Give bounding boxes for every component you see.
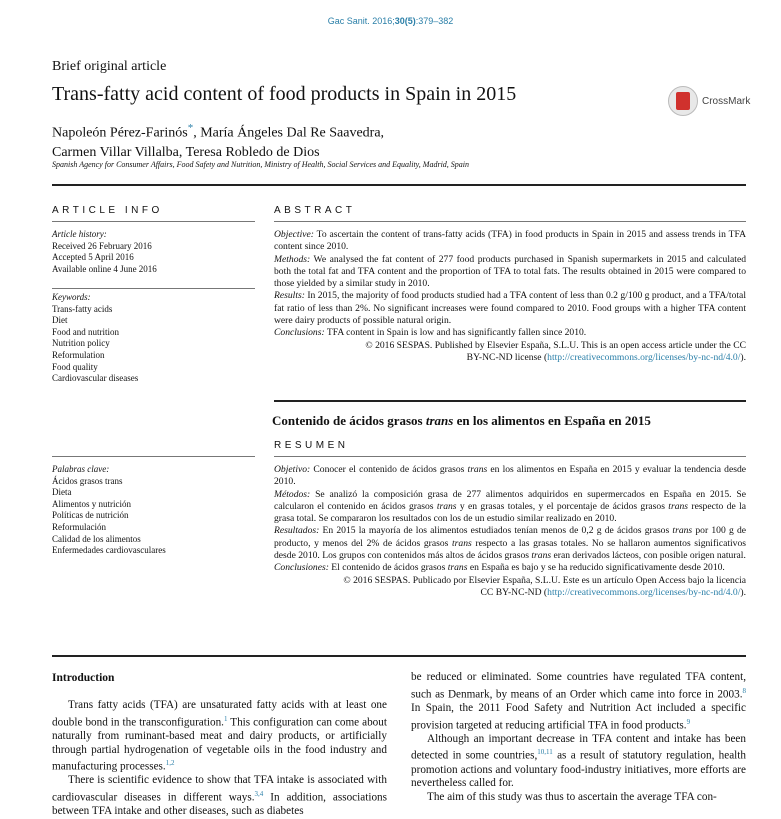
abstract-methods: We analysed the fat content of 277 food products purchased in Spanish supermarkets in 2015 and calculated both the total fat and TFA content and the proportion of TFA to total fats. The results obtained in 2015 were compared to those yielded by a similar study in 2010. — [274, 253, 746, 290]
resumen-license-pre: CC BY-NC-ND ( — [480, 586, 548, 598]
palabra-item: Calidad de los alimentos — [52, 533, 141, 544]
history-accepted: Accepted 5 April 2016 — [52, 252, 134, 263]
history-label: Article history: — [52, 229, 107, 239]
journal-prefix: Gac Sanit. 2016; — [327, 16, 395, 26]
abstract-results: In 2015, the majority of food products studied had a TFA content of less than 0.2 g/100 g product, and a TFA/total fat ratio of less than 2%. No significant increases were found compared to 2010. Food groups with a higher TFA content were dairy products of possible natural origin. — [274, 290, 746, 327]
resumen-license-line2 — [274, 587, 746, 599]
crossmark-label: CrossMark — [702, 95, 751, 107]
article-type: Brief original article — [52, 59, 167, 74]
authors-line2: Carmen Villar Villalba, Teresa Robledo de Dios — [52, 144, 320, 160]
palabra-item: Alimentos y nutrición — [52, 498, 131, 509]
keyword-item: Nutrition policy — [52, 338, 110, 349]
right-p1-a: be reduced or eliminated. Some countries have regulated TFA content, such as Denmark, by means of an Order which came into force in 2003. — [411, 671, 746, 701]
abstract-rule — [274, 221, 746, 222]
palabra-item: Enfermedades cardiovasculares — [52, 545, 166, 556]
resumen-title — [272, 413, 651, 429]
journal-volume: 30(5) — [394, 16, 416, 26]
palabra-item: Reformulación — [52, 521, 106, 532]
palabras-label: Palabras clave: — [52, 464, 110, 474]
resumen-title-em: trans — [425, 413, 454, 428]
body-top-rule — [52, 655, 746, 657]
abstract-license-line2 — [274, 352, 746, 364]
resumen-objetivo-b: en los alimentos en España en 2015 y evaluar la tendencia desde 2010. — [274, 464, 747, 488]
left-p2-a: There is scientific evidence to show that TFA intake is associated with cardiovascular diseases in different ways. — [52, 774, 387, 804]
keywords-rule — [52, 288, 255, 289]
article-title: Trans-fatty acid content of food products in Spain in 2015 — [52, 83, 517, 105]
abstract-body — [274, 229, 746, 364]
header-rule — [52, 184, 746, 186]
resumen-body — [274, 464, 746, 599]
palabra-item: Políticas de nutrición — [52, 510, 129, 521]
resumen-title-pre: Contenido de ácidos grasos — [272, 413, 426, 428]
resumen-license-post: ). — [740, 586, 746, 598]
keyword-item: Food quality — [52, 361, 98, 372]
abstract-license-pre: BY-NC-ND license ( — [466, 351, 548, 363]
ref-link[interactable]: 8 — [742, 686, 746, 695]
resumen-objetivo-em: trans — [467, 464, 488, 475]
resumen-resultados-em3: trans — [531, 550, 552, 562]
resumen-rule — [274, 456, 746, 457]
intro-heading: Introduction — [52, 672, 115, 684]
resumen-conclusiones-label: Conclusiones: — [274, 562, 329, 574]
abstract-conclusions-label: Conclusions: — [274, 327, 325, 339]
body-left-column — [52, 699, 387, 819]
resumen-top-rule — [274, 400, 746, 402]
ref-link[interactable]: 10,11 — [537, 748, 553, 757]
history-online: Available online 4 June 2016 — [52, 263, 157, 274]
resumen-resultados-em2: trans — [452, 537, 472, 549]
history-received: Received 26 February 2016 — [52, 240, 152, 251]
keyword-item: Food and nutrition — [52, 326, 119, 337]
right-p2-a: Although an important decrease in TFA content and intake has been detected in some countries, — [411, 732, 746, 763]
resumen-resultados-b: por 100 g de producto, y menos del 2% de ácidos grasos — [274, 525, 746, 549]
journal-citation[interactable] — [0, 16, 781, 26]
crossmark-badge[interactable] — [668, 86, 750, 116]
resumen-metodos-label: Métodos: — [274, 488, 311, 500]
resumen-title-post: en los alimentos en España en 2015 — [453, 413, 651, 428]
right-p3: The aim of this study was thus to ascertain the average TFA con- — [427, 790, 717, 803]
abstract-conclusions: TFA content in Spain is low and has significantly fallen since 2010. — [324, 327, 587, 339]
resumen-license-line1: © 2016 SESPAS. Publicado por Elsevier España, S.L.U. Este es un artículo Open Access bajo la licencia — [343, 574, 746, 586]
journal-pages: :379–382 — [415, 16, 454, 26]
abstract-heading: ABSTRACT — [274, 205, 356, 216]
resumen-metodos-em2: trans — [668, 500, 689, 512]
palabra-item: Dieta — [52, 487, 72, 498]
keywords-label: Keywords: — [52, 292, 91, 302]
resumen-objetivo-a: Conocer el contenido de ácidos grasos — [310, 464, 468, 475]
ref-link[interactable]: 1 — [223, 714, 228, 723]
abstract-methods-label: Methods: — [274, 253, 311, 265]
ref-link[interactable]: 3,4 — [254, 790, 264, 799]
left-p1-a: Trans fatty acids (TFA) are unsaturated fatty acids with at least one double bond in the transconfiguration. — [52, 699, 387, 729]
abstract-results-label: Results: — [274, 290, 305, 302]
resumen-conclusiones-b: en España es bajo y se ha reducido significativamente desde 2010. — [467, 562, 725, 574]
corresponding-author-mark[interactable]: * — [187, 122, 194, 134]
palabra-item: Ácidos grasos trans — [52, 475, 123, 486]
article-history — [52, 229, 157, 275]
keyword-item: Cardiovascular diseases — [52, 373, 139, 384]
abstract-license-link[interactable]: http://creativecommons.org/licenses/by-nc-nd/4.0/ — [547, 351, 741, 363]
palabras-rule — [52, 456, 255, 457]
resumen-metodos-b: y en grasas totales, y el porcentaje de ácidos grasos — [456, 500, 669, 512]
resumen-metodos-c: respecto de la grasa total. Se compararon los resultados con los de un estudio similar realizado en 2010. — [274, 500, 746, 525]
abstract-objective-label: Objective: — [274, 229, 314, 240]
body-right-column — [411, 671, 746, 805]
authors-line1-b: , María Ángeles Dal Re Saavedra, — [193, 125, 385, 141]
keyword-item: Reformulation — [52, 349, 105, 360]
resumen-resultados-em1: trans — [672, 525, 693, 537]
keyword-item: Trans-fatty acids — [52, 303, 113, 314]
resumen-resultados-c: respecto a las grasas totales. No se hallaron aumentos significativos desde 2010. Los grupos con contenidos más altos de ácidos grasos — [274, 537, 746, 562]
left-p1-b: This configuration can come about naturally from ruminant-based meat and dairy products, or artificially through partial hydrogenation of vegetable oils in the food industry and manufacturing processes. — [52, 716, 387, 773]
resumen-heading: RESUMEN — [274, 440, 349, 451]
author-list — [52, 119, 384, 162]
resumen-resultados-label: Resultados: — [274, 525, 320, 537]
authors-line1-a: Napoleón Pérez-Farinós — [52, 125, 188, 141]
article-info-heading: ARTICLE INFO — [52, 205, 163, 216]
abstract-license-line1: © 2016 SESPAS. Published by Elsevier España, S.L.U. This is an open access article under the CC — [365, 339, 746, 351]
resumen-metodos-em1: trans — [436, 500, 457, 512]
resumen-objetivo-label: Objetivo: — [274, 464, 311, 475]
resumen-metodos-a: Se analizó la composición grasa de 277 alimentos adquiridos en supermercados en España en 2015. Se calcularon el contenido en ácidos grasos — [274, 488, 746, 512]
article-info-rule — [52, 221, 255, 222]
resumen-resultados-a: En 2015 la mayoría de los alimentos estudiados tenían menos de 0,2 g de ácidos grasos — [319, 525, 673, 537]
resumen-conclusiones-em: trans — [447, 562, 468, 574]
right-p2-b: as a result of statutory regulation, health promotion actions and voluntary food-industry initiatives, more efforts are nevertheless called for. — [411, 750, 746, 790]
abstract-objective: To ascertain the content of trans-fatty acids (TFA) in food products in Spain in 2015 and assess trends in TFA content since 2010. — [274, 229, 746, 253]
resumen-conclusiones-a: El contenido de ácidos grasos — [328, 562, 448, 574]
right-p1-b: In Spain, the 2011 Food Safety and Nutrition Act included a specific provision targeted at reducing artificial TFA in food products. — [411, 701, 746, 732]
left-p2-b: In addition, associations between TFA intake and other diseases, such as diabetes — [52, 791, 387, 818]
resumen-resultados-d: eran derivados lácteos, con posible origen natural. — [551, 550, 746, 562]
ref-link[interactable]: 1,2 — [165, 759, 175, 768]
palabras-clave-list — [52, 464, 166, 557]
ref-link[interactable]: 9 — [686, 717, 691, 726]
crossmark-icon — [668, 86, 698, 116]
keywords-list — [52, 292, 138, 385]
keyword-item: Diet — [52, 315, 68, 326]
abstract-license-post: ). — [740, 351, 746, 363]
affiliation: Spanish Agency for Consumer Affairs, Food Safety and Nutrition, Ministry of Health, Social Services and Equality, Madrid, Spain — [52, 160, 470, 169]
resumen-license-link[interactable]: http://creativecommons.org/licenses/by-nc-nd/4.0/ — [547, 586, 741, 598]
